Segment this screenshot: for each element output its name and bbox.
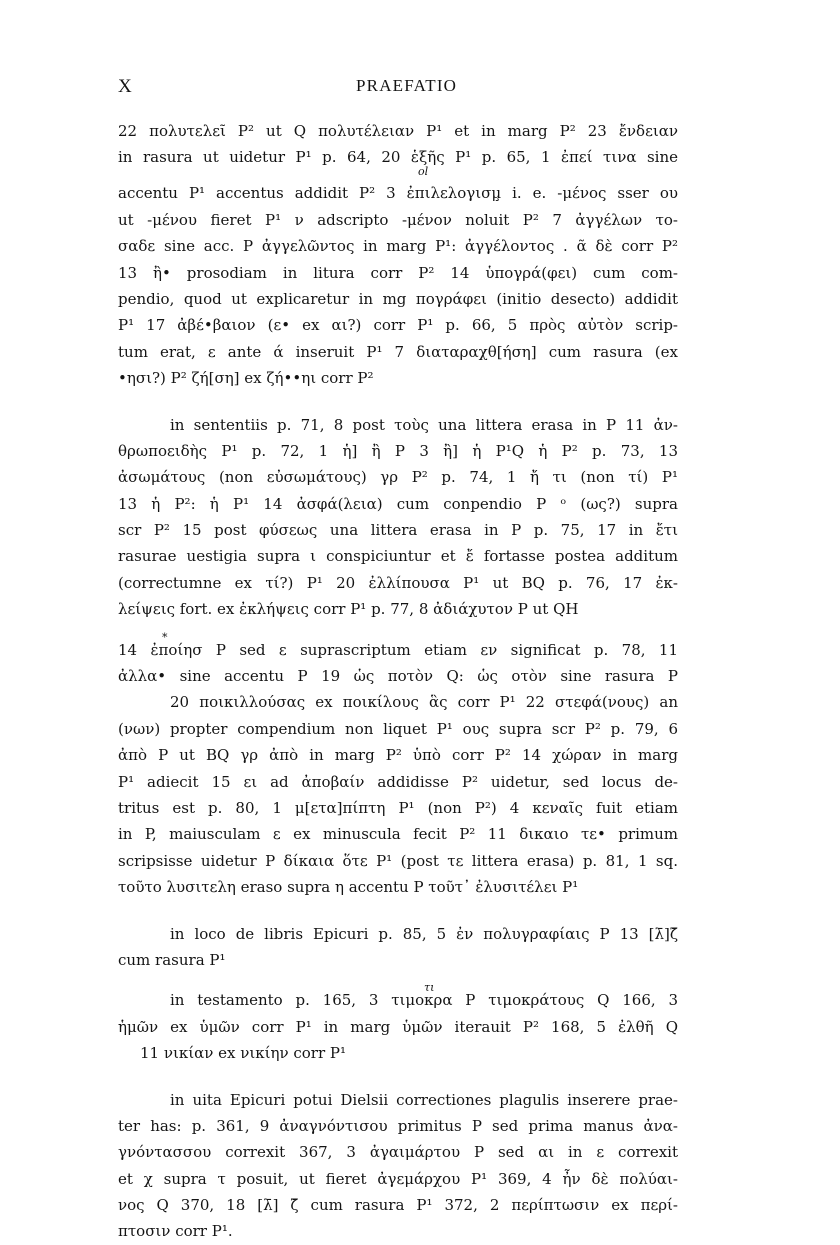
text-line: 13 ἡ P²: ἡ P¹ 14 ἀσφά(λεια) cum conpendio P ᵒ (ως?) supra bbox=[118, 494, 678, 513]
text-line: P¹ 17 ἀβέ•βαιον (ε• ex αι?) corr P¹ p. 66, 5 πρὸς αὐτὸν scrip- bbox=[118, 316, 678, 335]
text-line: ut -μένου fieret P¹ ν adscripto -μένον noluit P² 7 ἀγγέλων το- bbox=[118, 210, 678, 229]
correction-star: * bbox=[162, 630, 168, 644]
correction-ol: ol bbox=[418, 164, 429, 178]
text-line: πτοσιν corr P¹. bbox=[118, 1222, 233, 1241]
text-line: et χ supra τ posuit, ut fieret ἀγεμάρχου P¹ 369, 4 ἦν δὲ πολύαι- bbox=[118, 1169, 678, 1188]
text-line: γνόντασσου correxit 367, 3 ἀγαιμάρτου P sed αι in ε correxit bbox=[118, 1143, 678, 1162]
text-line: rasurae uestigia supra ι conspiciuntur et ἔ fortasse postea additum bbox=[118, 547, 678, 566]
text-line: 22 πολυτελεῖ P² ut Q πολυτέλειαν P¹ et in marg P² 23 ἔνδειαν bbox=[118, 122, 678, 140]
text-line: νος Q 370, 18 [λ̄] ζ̄ cum rasura P¹ 372, 2 περίπτωσιν ex περί- bbox=[118, 1196, 678, 1215]
text-line: in sententiis p. 71, 8 post τοὺς una littera erasa in P 11 ἀν- bbox=[170, 415, 678, 434]
page-header bbox=[118, 76, 678, 104]
text-line: in loco de libris Epicuri p. 85, 5 ἐν πολυγραφίαις P 13 [λ̄]ζ̄ bbox=[170, 924, 678, 943]
text-line: scr P² 15 post φύσεως una littera erasa in P p. 75, 17 in ἔτι bbox=[118, 521, 678, 540]
text-line: θρωποειδὴς P¹ p. 72, 1 ἡ] ἢ P 3 ἢ] ἡ P¹Q ἡ P² p. 73, 13 bbox=[118, 441, 678, 460]
text-line: τοῦτο λυσιτελη eraso supra η accentu P τοῦτ᾽ ἐλυσιτέλει P¹ bbox=[118, 878, 579, 897]
text-line: ἀσωμάτους (non εὐσωμάτους) γρ P² p. 74, 1 ἤ τι (non τί) P¹ bbox=[118, 468, 678, 487]
text-line: •ησι?) P² ζή[ση] ex ζή••ηι corr P² bbox=[118, 369, 374, 388]
text-line: 13 ἢ• prosodiam in litura corr P² 14 ὑπογρά(φει) cum com- bbox=[118, 263, 678, 282]
text-line: tum erat, ε ante ά inseruit P¹ 7 διαταραχθ[ήση] cum rasura (ex bbox=[118, 342, 678, 361]
text-line: λείψεις fort. ex ἐκλήψεις corr P¹ p. 77, 8 ἀδιάχυτον P ut QH bbox=[118, 600, 579, 619]
text-line: 11 νικίαν ex νικίην corr P¹ bbox=[140, 1044, 347, 1063]
text-line: in rasura ut uidetur P¹ p. 64, 20 ἑξῆς P¹ p. 65, 1 ἐπεί τινα sine bbox=[118, 148, 678, 167]
text-line: 20 ποικιλλούσας ex ποικίλους ἃς corr P¹ 22 στεφά(νους) an bbox=[170, 693, 678, 712]
text-line: accentu P¹ accentus addidit P² 3 ἐπιλελογισμ̧ i. e. -μένος sser ου bbox=[118, 183, 678, 202]
text-line: tritus est p. 80, 1 μ[ετα]πίπτη P¹ (non P²) 4 κεναῖς fuit etiam bbox=[118, 798, 678, 817]
text-line: 14 ἐποίησ P sed ε suprascriptum etiam εν significat p. 78, 11 bbox=[118, 640, 678, 659]
text-line: scripsisse uidetur P δίκαια ὅτε P¹ (post τε littera erasa) p. 81, 1 sq. bbox=[118, 851, 678, 870]
text-line: (νων) propter compendium non liquet P¹ ους supra scr P² p. 79, 6 bbox=[118, 719, 678, 738]
text-line: ἡμῶν ex ὑμῶν corr P¹ in marg ὑμῶν iterauit P² 168, 5 ἐλθῆ Q bbox=[118, 1017, 678, 1036]
running-head: PRAEFATIO bbox=[356, 76, 458, 95]
text-line: in P, maiusculam ε ex minuscula fecit P² 11 δικαιο τε• primum bbox=[118, 825, 678, 844]
critical-apparatus bbox=[118, 118, 678, 1245]
correction-tau-iota: τι bbox=[424, 981, 435, 995]
text-line: P¹ adiecit 15 ει ad ἀποβαίν addidisse P² uidetur, sed locus de- bbox=[118, 772, 678, 791]
page-number: X bbox=[118, 76, 133, 97]
text-line: (correctumne ex τί?) P¹ 20 ἐλλίπουσα P¹ ut BQ p. 76, 17 ἐκ- bbox=[118, 573, 678, 592]
text-line: in testamento p. 165, 3 τιμοκρα P τιμοκράτους Q 166, 3 bbox=[170, 991, 678, 1010]
text-line: in uita Epicuri potui Dielsii correctiones plagulis inserere prae- bbox=[170, 1090, 678, 1109]
text-line: ἀπὸ P ut BQ γρ ἀπὸ in marg P² ὑπὸ corr P² 14 χώραν in marg bbox=[118, 746, 678, 765]
text-line: pendio, quod ut explicaretur in mg πογράφει (initio desecto) addidit bbox=[118, 289, 678, 308]
text-line: cum rasura P¹ bbox=[118, 950, 226, 969]
text-line: ἀλλα• sine accentu P 19 ὡς ποτὸν Q: ὡς οτὸν sine rasura P bbox=[118, 667, 678, 686]
text-line: σαδε sine acc. P ἀγγελῶντος in marg P¹: ἀγγέλοντος . ᾶ δὲ corr P² bbox=[118, 237, 678, 256]
text-line: ter has: p. 361, 9 ἀναγνόντισου primitus P sed prima manus ἀνα- bbox=[118, 1116, 678, 1135]
